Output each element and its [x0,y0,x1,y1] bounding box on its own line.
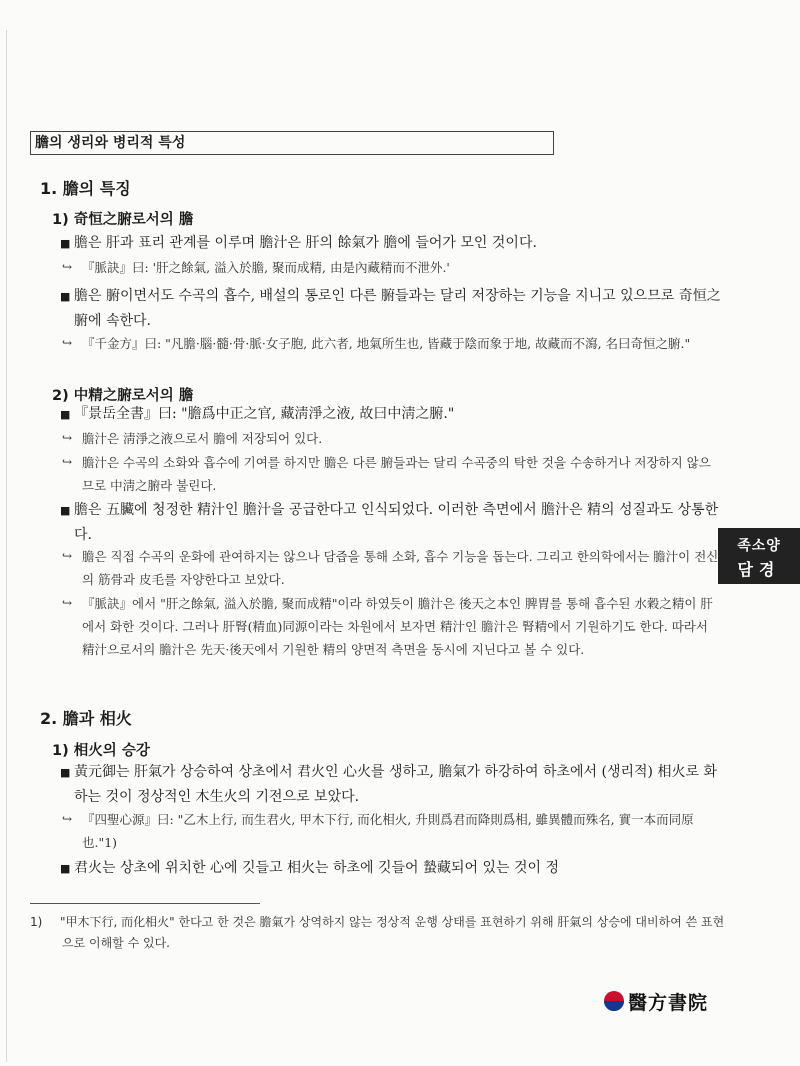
bullet-icon: ■ [60,766,71,779]
footnote-text: "甲木下行, 而化相火" 한다고 한 것은 膽氣가 상역하지 않는 정상적 운행 상태를 표현하기 위해 肝氣의 상승에 대비하여 쓴 표현으로 이해할 수 있다. [60,915,725,950]
bullet-icon: ■ [60,237,71,250]
section-title: 膽의 생리와 병리적 특성 [35,135,186,151]
publisher-emblem-icon [604,991,624,1011]
section-1-heading: 1. 膽의 특징 [40,179,131,198]
bullet-icon: ■ [60,504,71,517]
note-quote: ↪ 『脈訣』曰: '肝之餘氣, 溢入於膽, 聚而成精, 由是內藏精而不泄外.' [62,256,722,279]
footnote-divider [30,903,260,904]
chapter-side-tab [718,528,800,584]
note-quote: ↪ 膽은 직접 수곡의 운화에 관여하지는 않으나 담즙을 통해 소화, 흡수 기능을 돕는다. 그리고 한의학에서는 膽汁이 전신의 筋骨과 皮毛를 자양한다고 보았다. [62,545,722,591]
bullet-icon: ■ [60,290,71,303]
note-quote: ↪ 膽汁은 淸淨之液으로서 膽에 저장되어 있다. [62,427,722,450]
note-quote: ↪ 『脈訣』에서 "肝之餘氣, 溢入於膽, 聚而成精"이라 하였듯이 膽汁은 後天之本인 脾胃를 통해 흡수된 水穀之精이 肝에서 화한 것이다. 그러나 肝腎(精血)同源이라는 차원에서 보자면 精汁인 膽汁은 腎精에서 기원하기도 한다. 따라서 精汁으로서의 膽汁은 先天·後天에서 기원한 精의 양면적 측면을 동시에 지닌다고 볼 수 있다. [62,592,722,661]
paragraph-bullet: ■ 黃元御는 肝氣가 상승하여 상초에서 君火인 心火를 생하고, 膽氣가 하강하여 하초에서 (생리적) 相火로 화하는 것이 정상적인 木生火의 기전으로 보았다. [62,760,722,810]
subsection-1-1-heading: 1) 奇恒之腑로서의 膽 [52,212,194,228]
publisher-logo [604,986,708,1016]
note-quote: ↪ 膽汁은 수곡의 소화와 흡수에 기여를 하지만 膽은 다른 腑들과는 달리 수곡중의 탁한 것을 수송하거나 저장하지 않으므로 中淸之腑라 불린다. [62,451,722,497]
paragraph-bullet: ■ 君火는 상초에 위치한 心에 깃들고 相火는 하초에 깃들어 蟄藏되어 있는 것이 정 [62,856,722,881]
paragraph-bullet: ■ 膽은 肝과 표리 관계를 이루며 膽汁은 肝의 餘氣가 膽에 들어가 모인 것이다. [62,231,722,256]
paragraph-bullet: ■ 『景岳全書』曰: "膽爲中正之官, 藏淸淨之液, 故曰中淸之腑." [62,402,722,427]
side-tab-line1: 족소양 [737,538,781,554]
note-quote: ↪ 『千金方』曰: "凡膽·腦·髓·骨·脈·女子胞, 此六者, 地氣所生也, 皆藏于陰而象于地, 故藏而不瀉, 名曰奇恒之腑." [62,332,722,355]
arrow-icon: ↪ [62,596,73,610]
arrow-icon: ↪ [62,336,73,350]
subsection-2-1-heading: 1) 相火의 승강 [52,743,150,759]
arrow-icon: ↪ [62,431,73,445]
footnote [30,912,730,954]
arrow-icon: ↪ [62,455,73,469]
side-tab-line2: 담경 [737,560,781,579]
paragraph-bullet: ■ 膽은 五臟에 청정한 精汁인 膽汁을 공급한다고 인식되었다. 이러한 측면에서 膽汁은 精의 성질과도 상통한다. [62,498,722,548]
section-2-heading: 2. 膽과 相火 [40,709,132,728]
arrow-icon: ↪ [62,260,73,274]
paragraph-bullet: ■ 膽은 腑이면서도 수곡의 흡수, 배설의 통로인 다른 腑들과는 달리 저장하는 기능을 지니고 있으므로 奇恒之腑에 속한다. [62,284,722,334]
arrow-icon: ↪ [62,549,73,563]
bullet-icon: ■ [60,408,71,421]
section-title-box [30,131,554,155]
publisher-name: 醫方書院 [628,991,709,1014]
bullet-icon: ■ [60,862,71,875]
arrow-icon: ↪ [62,812,73,826]
note-quote: ↪ 『四聖心源』曰: "乙木上行, 而生君火, 甲木下行, 而化相火, 升則爲君而降則爲相, 雖異體而殊名, 實一本而同原也."1) [62,808,722,854]
footnote-number: 1) [30,915,43,929]
subsection-1-2-heading: 2) 中精之腑로서의 膽 [52,388,194,404]
